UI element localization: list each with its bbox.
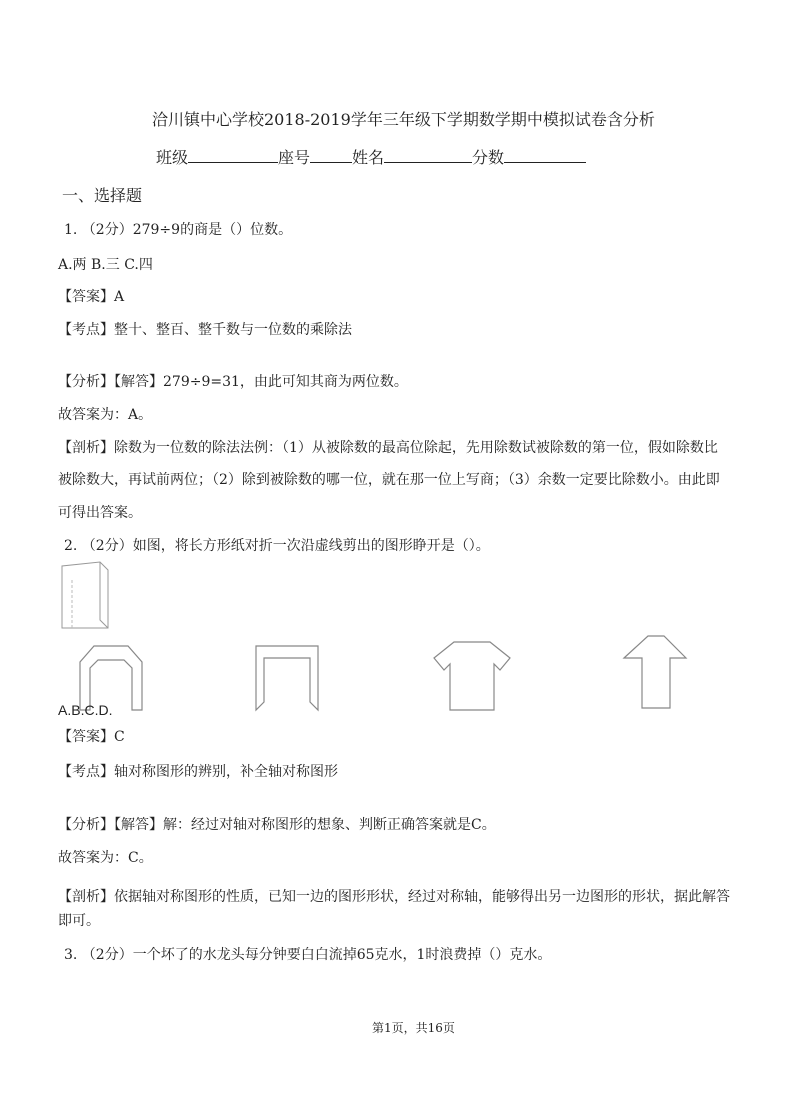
q1-point: 【考点】整十、整百、整千数与一位数的乘除法: [58, 322, 352, 338]
q2-answer: 【答案】C: [58, 729, 125, 745]
q1-review-line2: 被除数大，再试前两位；（2）除到被除数的哪一位，就在那一位上写商；（3）余数一定要比除数小。由此即: [58, 472, 720, 488]
q2-review-line1: 【剖析】依据轴对称图形的性质，已知一边的图形形状，经过对称轴，能够得出另一边图形的形状，据此解答: [58, 889, 730, 905]
q1-analysis: 【分析】【解答】279÷9=31，由此可知其商为两位数。: [58, 374, 408, 390]
q1-review-line3: 可得出答案。: [58, 505, 142, 521]
q2-analysis: 【分析】【解答】解：经过对轴对称图形的想象、判断正确答案就是C。: [58, 817, 496, 833]
name-blank: [384, 148, 472, 163]
q1-answer: 【答案】A: [58, 289, 125, 305]
q1-review-line1: 【剖析】除数为一位数的除法法例：（1）从被除数的最高位除起，先用除数试被除数的第一位，假如除数比: [58, 440, 718, 456]
seat-label: 座号: [278, 148, 311, 167]
q2-options: A.B.C.D.: [58, 702, 113, 718]
class-blank: [188, 148, 278, 163]
q1-conclusion: 故答案为：A。: [58, 407, 153, 423]
seat-blank: [310, 148, 352, 163]
class-label: 班级: [156, 148, 189, 167]
score-label: 分数: [472, 148, 505, 167]
option-b-shape: [252, 640, 322, 712]
q1-stem: 1. （2分）279÷9的商是（）位数。: [64, 222, 293, 238]
student-info-line: [156, 148, 586, 168]
q2-review-line2: 即可。: [58, 913, 100, 929]
q2-point: 【考点】轴对称图形的辨别，补全轴对称图形: [58, 764, 338, 780]
name-label: 姓名: [352, 148, 385, 167]
page-footer: 第1页，共16页: [372, 1021, 455, 1035]
score-blank: [504, 148, 586, 163]
q2-stem: 2. （2分）如图，将长方形纸对折一次沿虚线剪出的图形睁开是（）。: [64, 538, 490, 554]
q2-conclusion: 故答案为：C。: [58, 850, 153, 866]
option-d-shape: [622, 632, 688, 712]
folded-paper-figure: [60, 560, 112, 630]
q3-stem: 3. （2分）一个坏了的水龙头每分钟要白白流掉65克水，1时浪费掉（）克水。: [64, 947, 552, 963]
page-title: 洽川镇中心学校2018-2019学年三年级下学期数学期中模拟试卷含分析: [152, 110, 655, 129]
section-heading: 一、选择题: [62, 186, 143, 205]
option-c-shape: [430, 636, 514, 714]
q1-options: A.两 B.三 C.四: [58, 257, 153, 273]
